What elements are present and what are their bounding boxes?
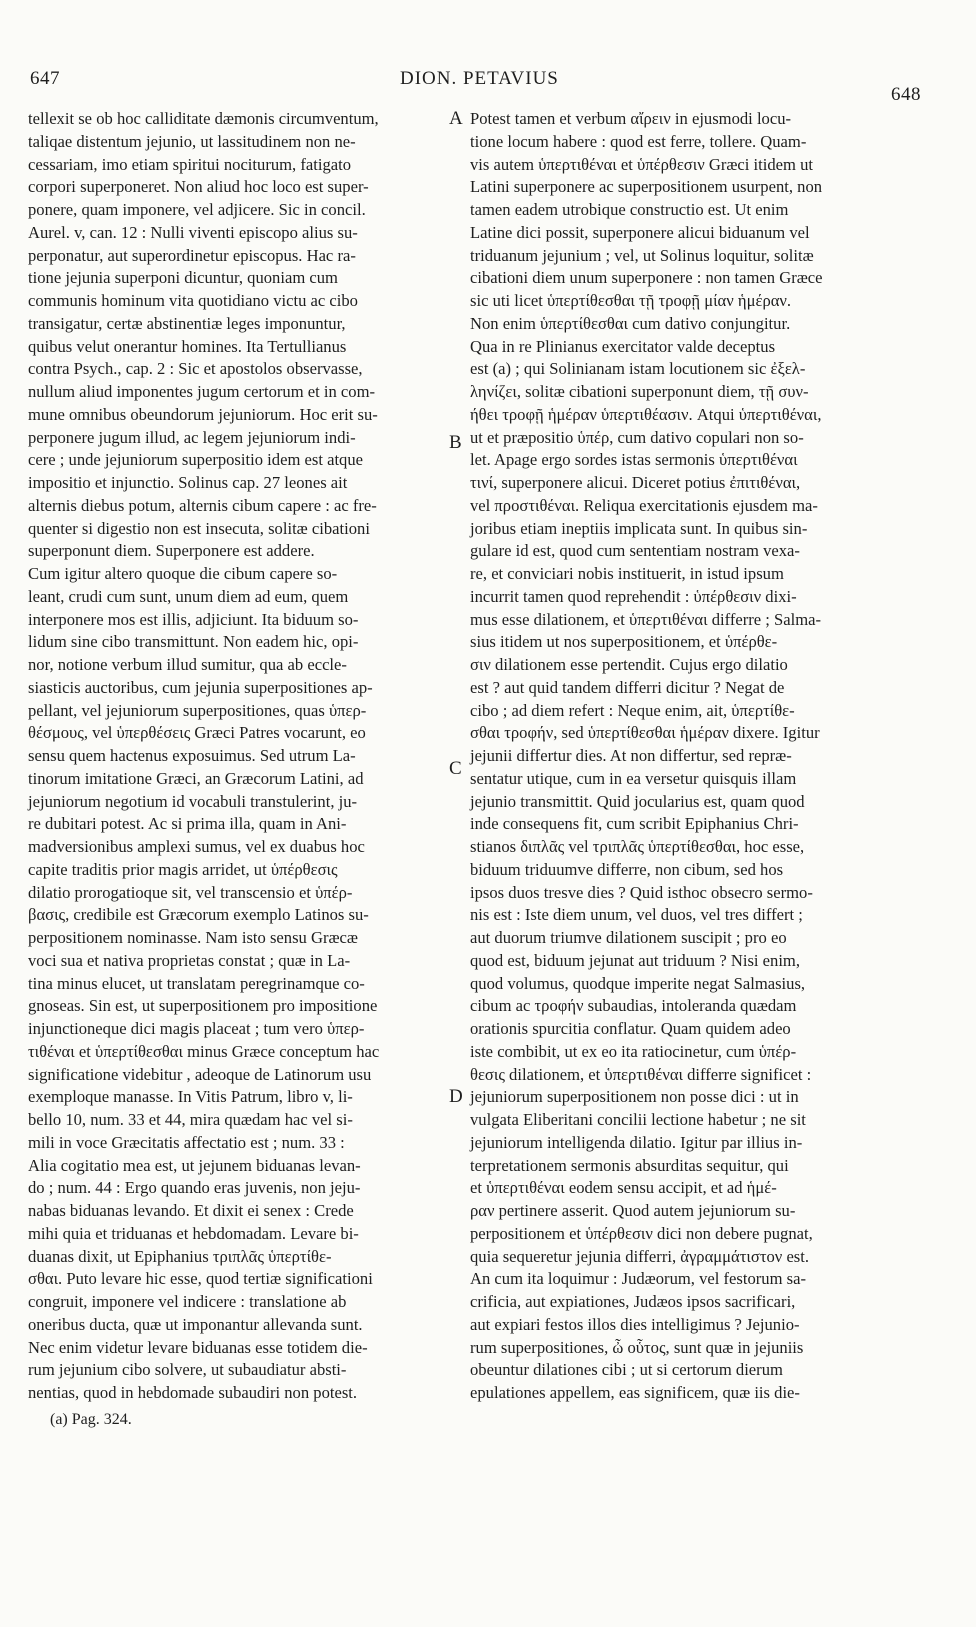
- text-line: sentatur utique, cum in ea versetur quisquis illam: [470, 768, 797, 788]
- text-line: cessariam, imo etiam spiritui nociturum, fatigato: [28, 154, 352, 174]
- text-line: orationis spurcitia conflatur. Quam quidem adeo: [470, 1019, 791, 1038]
- text-line: quenter si digestio non est insecuta, solitæ cibationi: [28, 518, 370, 538]
- text-line: crificia, aut expiationes, Judæos ipsos sacrificari,: [470, 1292, 796, 1311]
- text-line: nentias, quod in hebdomade subaudiri non potest.: [28, 1383, 358, 1402]
- text-line: alternis diebus potum, alternis cibum capere : ac fre-: [28, 495, 377, 515]
- text-line: lidum sine cibo transmittunt. Non eadem hic, opi-: [28, 632, 359, 652]
- text-line: communis hominum vita quotidiano victu ac cibo: [28, 291, 358, 310]
- text-line: joribus etiam ineptiis implicata sunt. In quibus sin-: [470, 518, 808, 538]
- text-line: mune omnibus obeundorum jejuniorum. Hoc erit su-: [28, 404, 378, 424]
- text-line: leant, crudi cum sunt, unum diem ad eum, quem: [28, 586, 349, 606]
- text-line: est ? aut quid tandem differri dicitur ? Negat de: [470, 677, 785, 697]
- text-line: inde consequens fit, cum scribit Epiphanius Chri-: [470, 814, 799, 834]
- text-line: σθαι. Puto levare hic esse, quod tertiæ significationi: [28, 1269, 373, 1289]
- margin-letter-c: C: [449, 758, 462, 779]
- text-line: sius itidem ut nos superpositionem, et ὑπέρθε-: [470, 632, 778, 652]
- text-line: aut duorum triumve dilationem suscipit ; pro eo: [470, 928, 787, 947]
- text-line: do ; num. 44 : Ergo quando eras juvenis, non jeju-: [28, 1178, 361, 1198]
- text-line: mihi quia et triduanas et hebdomadam. Levare bi-: [28, 1223, 359, 1243]
- text-line: jejuniorum negotium id vocabuli transtulerint, ju-: [28, 791, 358, 811]
- text-line: voci sua et nativa proprietas constat ; quæ in La-: [28, 950, 351, 970]
- text-line: Latine dici possit, superponere alicui biduanum vel: [470, 222, 810, 242]
- text-line: superponunt diem. Superponere est addere.: [28, 541, 315, 561]
- text-line: Nec enim videtur levare biduanas esse totidem die-: [28, 1337, 368, 1357]
- text-line: tione jejunia superponi dicuntur, quoniam cum: [28, 268, 338, 288]
- text-line: re, et conviciari nobis instituerit, in istud ipsum: [470, 564, 784, 583]
- text-line: Latini superponere ac superpositionem usurpent, non: [470, 177, 823, 197]
- text-line: contra Psych., cap. 2 : Sic et apostolos observasse,: [28, 359, 363, 379]
- text-line: gnoseas. Sin est, ut superpositionem pro impositione: [28, 996, 378, 1016]
- text-line: jejunii differtur dies. At non differtur, sed repræ-: [470, 746, 792, 765]
- margin-letter-a: A: [449, 108, 463, 129]
- text-line: biduum triduumve differre, non cibum, sed hos: [470, 859, 784, 879]
- text-line: tamen eadem utrobique constructio est. Ut enim: [470, 200, 789, 219]
- text-line: stianos διπλᾶς vel τριπλᾶς ὑπερτίθεσθαι, hoc esse,: [470, 837, 805, 856]
- page-number-left: 647: [30, 68, 60, 89]
- text-line: aut expiari festos illos dies intelligimus ? Jejunio-: [470, 1314, 800, 1334]
- text-line: taliqae distentum jejunio, ut lassitudinem non ne-: [28, 131, 356, 151]
- text-line: ipsos duos tresve dies ? Quid isthoc obsecro sermo-: [470, 882, 813, 902]
- text-line: nullum aliud imponentes jugum certorum et in com-: [28, 382, 376, 401]
- text-line: Potest tamen et verbum αἴρειν in ejusmodi locu-: [470, 109, 792, 128]
- text-line: tinorum imitatione Græci, an Græcorum Latini, ad: [28, 768, 364, 788]
- text-line: Non enim ὑπερτίθεσθαι cum dativo conjungitur.: [470, 313, 791, 333]
- text-line: capite traditis prior magis arridet, ut ὑπέρθεσις: [28, 859, 338, 879]
- text-line: iste combibit, ut ex eo ita ratiocinetur, cum ὑπέρ-: [470, 1041, 797, 1061]
- text-line: θεσις dilationem, et ὑπερτιθέναι differre significet :: [470, 1064, 812, 1084]
- text-line: σθαι τροφήν, sed ὑπερτίθεσθαι ἡμέραν dixere. Igitur: [470, 723, 820, 743]
- text-line: let. Apage ergo sordes istas sermonis ὑπερτιθέναι: [470, 450, 798, 470]
- text-line: σιν dilationem esse pertendit. Cujus ergo dilatio: [470, 655, 788, 674]
- text-line: ponere, quam imponere, vel adjicere. Sic in concil.: [28, 200, 366, 219]
- text-line: quia sequeretur jejunia differri, ἀγραμμάτιστον est.: [470, 1246, 810, 1266]
- text-line: jejuniorum intelligenda dilatio. Igitur par illius in-: [470, 1132, 803, 1152]
- text-line: epulationes appellem, eas significem, quæ iis die-: [470, 1383, 800, 1402]
- text-line: mus esse dilationem, et ὑπερτιθέναι differre ; Salma-: [470, 609, 822, 629]
- page-number-right: 648: [891, 84, 921, 105]
- text-line: re dubitari potest. Ac si prima illa, quam in Ani-: [28, 814, 347, 834]
- text-line: βασις, credibile est Græcorum exemplo Latinos su-: [28, 905, 369, 925]
- margin-letter-b: B: [449, 432, 462, 453]
- text-line: cibationi diem unum superponere : non tamen Græce: [470, 268, 823, 288]
- text-line: jejuniorum superpositionem non posse dici : ut in: [470, 1087, 799, 1107]
- text-line: triduanum jejunium ; vel, ut Solinus loquitur, solitæ: [470, 245, 814, 265]
- text-line: Alia cogitatio mea est, ut jejunem biduanas levan-: [28, 1155, 361, 1175]
- text-line: Aurel. v, can. 12 : Nulli viventi episcopo alius su-: [28, 222, 358, 242]
- text-line: perpositionem nominasse. Nam isto sensu Græcæ: [28, 928, 358, 947]
- text-line: est (a) ; qui Solinianam istam locutionem sic ἐξελ-: [470, 359, 806, 379]
- text-line: vis autem ὑπερτιθέναι et ὑπέρθεσιν Græci itidem ut: [470, 154, 814, 174]
- right-column: [470, 108, 900, 1405]
- text-line: terpretationem sermonis absurditas sequitur, qui: [470, 1155, 789, 1175]
- text-line: exemploque manasse. In Vitis Patrum, libro v, li-: [28, 1087, 353, 1107]
- text-line: tione locum habere : quod est ferre, tollere. Quam-: [470, 131, 807, 151]
- text-line: θέσμους, vel ὑπερθέσεις Græci Patres vocarunt, eo: [28, 723, 366, 743]
- text-line: transigatur, certæ abstinentiæ leges imponuntur,: [28, 313, 346, 333]
- text-line: perponatur, aut superordinetur episcopus. Hac ra-: [28, 245, 356, 265]
- text-line: cibo ; ad diem refert : Neque enim, ait, ὑπερτίθε-: [470, 700, 795, 720]
- text-line: rum superpositiones, ὦ οὗτος, sunt quæ in jejuniis: [470, 1337, 804, 1357]
- text-line: duanas dixit, ut Epiphanius τριπλᾶς ὑπερτίθε-: [28, 1246, 332, 1266]
- text-line: ut et præpositio ὑπέρ, cum dativo copulari non so-: [470, 427, 804, 447]
- text-line: siasticis auctoribus, cum jejunia superpositiones ap-: [28, 677, 373, 697]
- text-line: impositio et injunctio. Solinus cap. 27 leones ait: [28, 473, 348, 492]
- text-line: ραν pertinere asserit. Quod autem jejuniorum su-: [470, 1201, 796, 1220]
- text-line: obeuntur dilationes cibi ; ut si certorum dierum: [470, 1360, 783, 1380]
- text-line: cere ; unde jejuniorum superpositio idem est atque: [28, 450, 364, 470]
- text-line: jejunio transmittit. Quid jocularius est, quam quod: [470, 791, 805, 811]
- text-line: congruit, imponere vel indicere : translatione ab: [28, 1292, 347, 1311]
- text-line: madversionibus amplexi sumus, vel ex duabus hoc: [28, 837, 365, 856]
- text-line: quod est, biduum jejunat aut triduum ? Nisi enim,: [470, 950, 800, 970]
- text-line: sic uti licet ὑπερτίθεσθαι τῇ τροφῇ μίαν ἡμέραν.: [470, 291, 792, 310]
- text-line: et ὑπερτιθέναι eodem sensu accipit, et ad ἡμέ-: [470, 1178, 777, 1198]
- text-line: mili in voce Græcitatis affectatio est ; num. 33 :: [28, 1132, 345, 1152]
- text-line: bello 10, num. 33 et 44, mira quædam hac vel si-: [28, 1110, 353, 1129]
- text-line: perpositionem et ὑπέρθεσιν dici non debere pugnat,: [470, 1223, 813, 1243]
- text-line: interponere mos est illis, adjiciunt. Ita biduum so-: [28, 609, 359, 629]
- text-line: corpori superponeret. Non aliud hoc loco est super-: [28, 177, 369, 197]
- text-line: quibus velut onerantur homines. Ita Tertullianus: [28, 336, 347, 356]
- text-line: vel προστιθέναι. Reliqua exercitationis ejusdem ma-: [470, 495, 818, 515]
- text-line: pellant, vel jejuniorum superpositiones, quas ὑπερ-: [28, 700, 367, 720]
- text-line: vulgata Eliberitani concilii lectione habetur ; ne sit: [470, 1110, 806, 1129]
- text-line: oneribus ducta, quæ ut imponantur allevanda sunt.: [28, 1314, 363, 1334]
- text-line: quod volumus, quodque imperite negat Salmasius,: [470, 973, 806, 993]
- text-line: nor, notione verbum illud sumitur, qua ab eccle-: [28, 655, 347, 674]
- text-line: ήθει τροφῇ ἡμέραν ὑπερτιθέασιν. Atqui ὑπερτιθέναι,: [470, 404, 822, 424]
- left-column: [28, 108, 456, 1405]
- footnote: (a) Pag. 324.: [50, 1411, 132, 1428]
- text-line: tellexit se ob hoc calliditate dæmonis circumventum,: [28, 109, 379, 128]
- text-line: An cum ita loquimur : Judæorum, vel festorum sa-: [470, 1269, 806, 1289]
- text-line: nabas biduanas levando. Et dixit ei senex : Crede: [28, 1201, 354, 1220]
- text-line: τινί, superponere alicui. Diceret potius ἐπιτιθέναι,: [470, 473, 801, 492]
- text-line: perponere jugum illud, ac legem jejuniorum indi-: [28, 427, 356, 447]
- text-line: dilatio prorogatioque sit, vel transcensio et ὑπέρ-: [28, 882, 353, 902]
- text-line: significatione videbitur , adeoque de Latinorum usu: [28, 1064, 372, 1084]
- text-line: Cum igitur altero quoque die cibum capere so-: [28, 564, 338, 583]
- text-line: incurrit tamen quod reprehendit : ὑπέρθεσιν dixi-: [470, 586, 797, 606]
- text-line: Qua in re Plinianus exercitator valde deceptus: [470, 336, 776, 356]
- text-line: sensu quem hactenus exposuimus. Sed utrum La-: [28, 746, 356, 765]
- text-line: cibum ac τροφήν subaudias, intoleranda quædam: [470, 996, 797, 1016]
- margin-letter-d: D: [449, 1086, 463, 1107]
- text-line: ληνίζει, solitæ cibationi superponunt diem, τῇ συν-: [470, 382, 809, 401]
- text-line: tina minus elucet, ut translatam peregrinamque co-: [28, 973, 365, 993]
- text-line: rum jejunium cibo solvere, ut subaudiatur absti-: [28, 1360, 347, 1380]
- text-line: nis est : Iste diem unum, vel duos, vel tres differt ;: [470, 905, 803, 925]
- text-line: τιθέναι et ὑπερτίθεσθαι minus Græce conceptum hac: [28, 1041, 380, 1061]
- text-line: injunctioneque dici magis placeat ; tum vero ὑπερ-: [28, 1019, 365, 1038]
- text-line: gulare id est, quod cum sententiam nostram vexa-: [470, 541, 800, 561]
- running-title: DION. PETAVIUS: [400, 68, 559, 89]
